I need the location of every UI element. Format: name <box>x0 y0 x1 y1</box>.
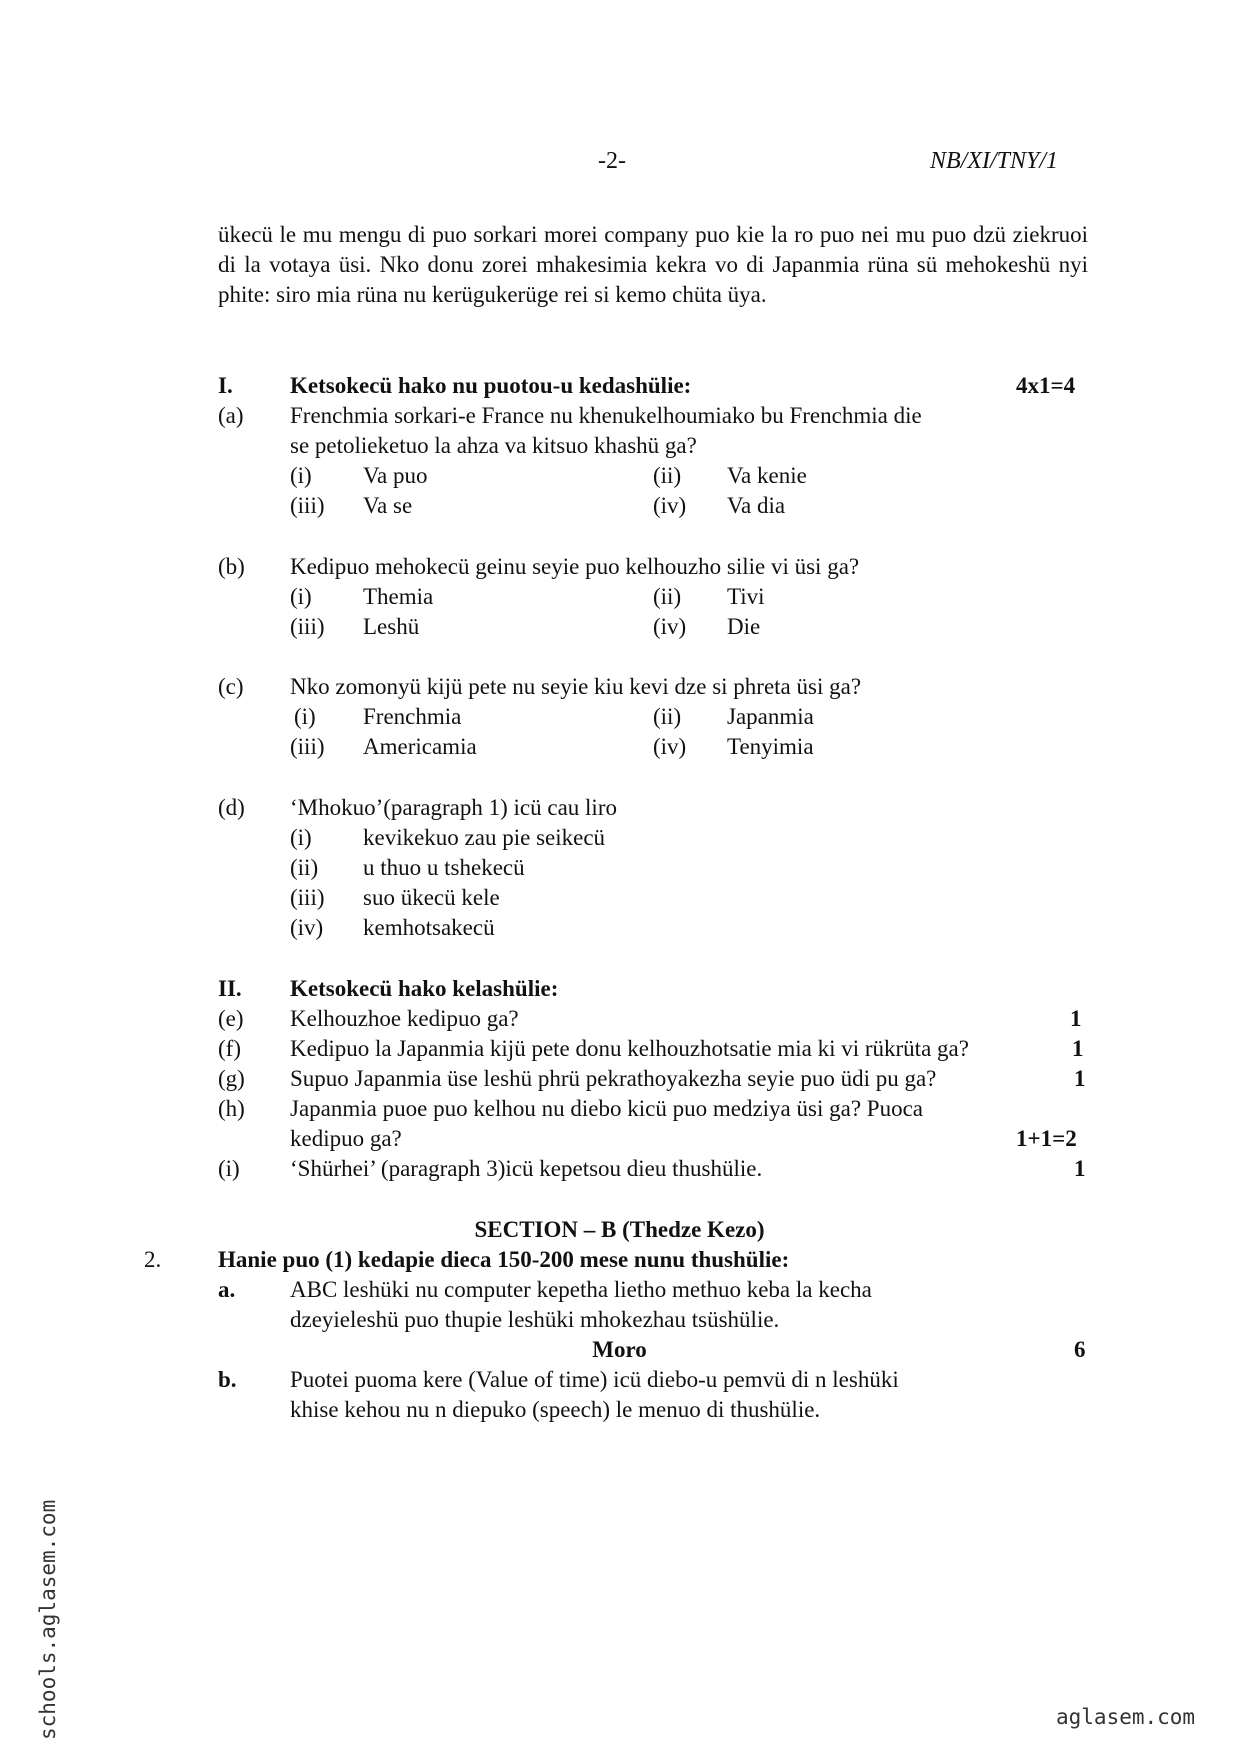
option-text: Themia <box>363 584 434 609</box>
q-e-text: Kelhouzhoe kedipuo ga? <box>290 1006 519 1031</box>
q-b-label: (b) <box>218 554 245 579</box>
option-num: (iii) <box>290 885 325 910</box>
q-f-marks: 1 <box>1072 1036 1084 1061</box>
part1-marks: 4x1=4 <box>1016 373 1076 398</box>
option-num: (ii) <box>290 855 319 880</box>
option-num: (iv) <box>653 493 687 518</box>
q-h-text-2: kedipuo ga? <box>290 1126 402 1151</box>
q-h-marks: 1+1=2 <box>1016 1126 1077 1151</box>
option-num: (ii) <box>653 704 682 729</box>
option-text: Americamia <box>363 734 477 759</box>
q2-title: Hanie puo (1) kedapie dieca 150-200 mese nunu thushülie: <box>218 1247 790 1272</box>
option-num: (i) <box>294 704 316 729</box>
q-e-marks: 1 <box>1070 1006 1082 1031</box>
option-text: Va kenie <box>727 463 807 488</box>
option-num: (iv) <box>653 614 687 639</box>
q-a-text-2: se petolieketuo la ahza va kitsuo khashü ga? <box>290 433 697 458</box>
q2a-text-2: dzeyieleshü puo thupie leshüki mhokezhau tsüshülie. <box>290 1307 780 1332</box>
part2-number: II. <box>218 976 242 1001</box>
q-f-text: Kedipuo la Japanmia kijü pete donu kelhouzhotsatie mia ki vi rükrüta ga? <box>290 1036 969 1061</box>
or-label: Moro <box>592 1337 647 1362</box>
q-c-label: (c) <box>218 674 244 699</box>
option-num: (iii) <box>290 734 325 759</box>
option-num: (iv) <box>290 915 324 940</box>
q2-number: 2. <box>144 1247 162 1272</box>
corner-watermark: aglasem.com <box>1056 1705 1196 1729</box>
q2b-text: Puotei puoma kere (Value of time) icü diebo-u pemvü di n leshüki <box>290 1367 899 1392</box>
q-i-text: ‘Shürhei’ (paragraph 3)icü kepetsou dieu thushülie. <box>290 1156 763 1181</box>
q-a-label: (a) <box>218 403 244 428</box>
option-num: (iv) <box>653 734 687 759</box>
q-i-label: (i) <box>218 1156 240 1181</box>
q-a-text: Frenchmia sorkari-e France nu khenukelhoumiako bu Frenchmia die <box>290 403 922 428</box>
option-num: (ii) <box>653 584 682 609</box>
q2a-text: ABC leshüki nu computer kepetha lietho methuo keba la kecha <box>290 1277 872 1302</box>
q-h-label: (h) <box>218 1096 245 1121</box>
option-text: kemhotsakecü <box>363 915 495 940</box>
option-text: Tivi <box>727 584 765 609</box>
q2a-label: a. <box>218 1277 236 1302</box>
option-num: (iii) <box>290 614 325 639</box>
option-text: Leshü <box>363 614 420 639</box>
option-text: Va dia <box>727 493 786 518</box>
section-b-heading: SECTION – B (Thedze Kezo) <box>474 1217 765 1242</box>
option-text: kevikekuo zau pie seikecü <box>363 825 606 850</box>
option-text: Va puo <box>363 463 428 488</box>
page-number: -2- <box>598 148 626 174</box>
option-text: Die <box>727 614 761 639</box>
option-num: (i) <box>290 584 312 609</box>
option-text: Japanmia <box>727 704 814 729</box>
option-text: Tenyimia <box>727 734 814 759</box>
part1-title: Ketsokecü hako nu puotou-u kedashülie: <box>290 373 692 398</box>
passage-text: ükecü le mu mengu di puo sorkari morei company puo kie la ro puo nei mu puo dzü ziekruoi di la votaya üsi. Nko donu zorei mhakesimia kekra vo di Japanmia rüna sü mehokeshü nyi phite: siro mia rüna nu kerügukerüge rei si kemo chüta üya. <box>218 222 1088 307</box>
q-d-text: ‘Mhokuo’(paragraph 1) icü cau liro <box>290 795 617 820</box>
q-h-text: Japanmia puoe puo kelhou nu diebo kicü puo medziya üsi ga? Puoca <box>290 1096 923 1121</box>
q-f-label: (f) <box>218 1036 241 1061</box>
option-text: Frenchmia <box>363 704 462 729</box>
q-b-text: Kedipuo mehokecü geinu seyie puo kelhouzho silie vi üsi ga? <box>290 554 860 579</box>
paper-code: NB/XI/TNY/1 <box>930 148 1059 174</box>
q-c-text: Nko zomonyü kijü pete nu seyie kiu kevi dze si phreta üsi ga? <box>290 674 862 699</box>
q-g-text: Supuo Japanmia üse leshü phrü pekrathoyakezha seyie puo üdi pu ga? <box>290 1066 937 1091</box>
side-watermark: schools.aglasem.com <box>36 1499 60 1740</box>
option-text: u thuo u tshekecü <box>363 855 525 880</box>
option-text: suo ükecü kele <box>363 885 500 910</box>
option-num: (ii) <box>653 463 682 488</box>
q-d-label: (d) <box>218 795 245 820</box>
q-e-label: (e) <box>218 1006 244 1031</box>
q2b-text-2: khise kehou nu n diepuko (speech) le menuo di thushülie. <box>290 1397 821 1422</box>
q2b-label: b. <box>218 1367 237 1392</box>
option-num: (i) <box>290 463 312 488</box>
q-g-marks: 1 <box>1074 1066 1086 1091</box>
part2-title: Ketsokecü hako kelashülie: <box>290 976 559 1001</box>
option-num: (i) <box>290 825 312 850</box>
q-g-label: (g) <box>218 1066 245 1091</box>
q2-marks: 6 <box>1074 1337 1086 1362</box>
option-num: (iii) <box>290 493 325 518</box>
q-i-marks: 1 <box>1074 1156 1086 1181</box>
part1-number: I. <box>218 373 233 398</box>
option-text: Va se <box>363 493 413 518</box>
